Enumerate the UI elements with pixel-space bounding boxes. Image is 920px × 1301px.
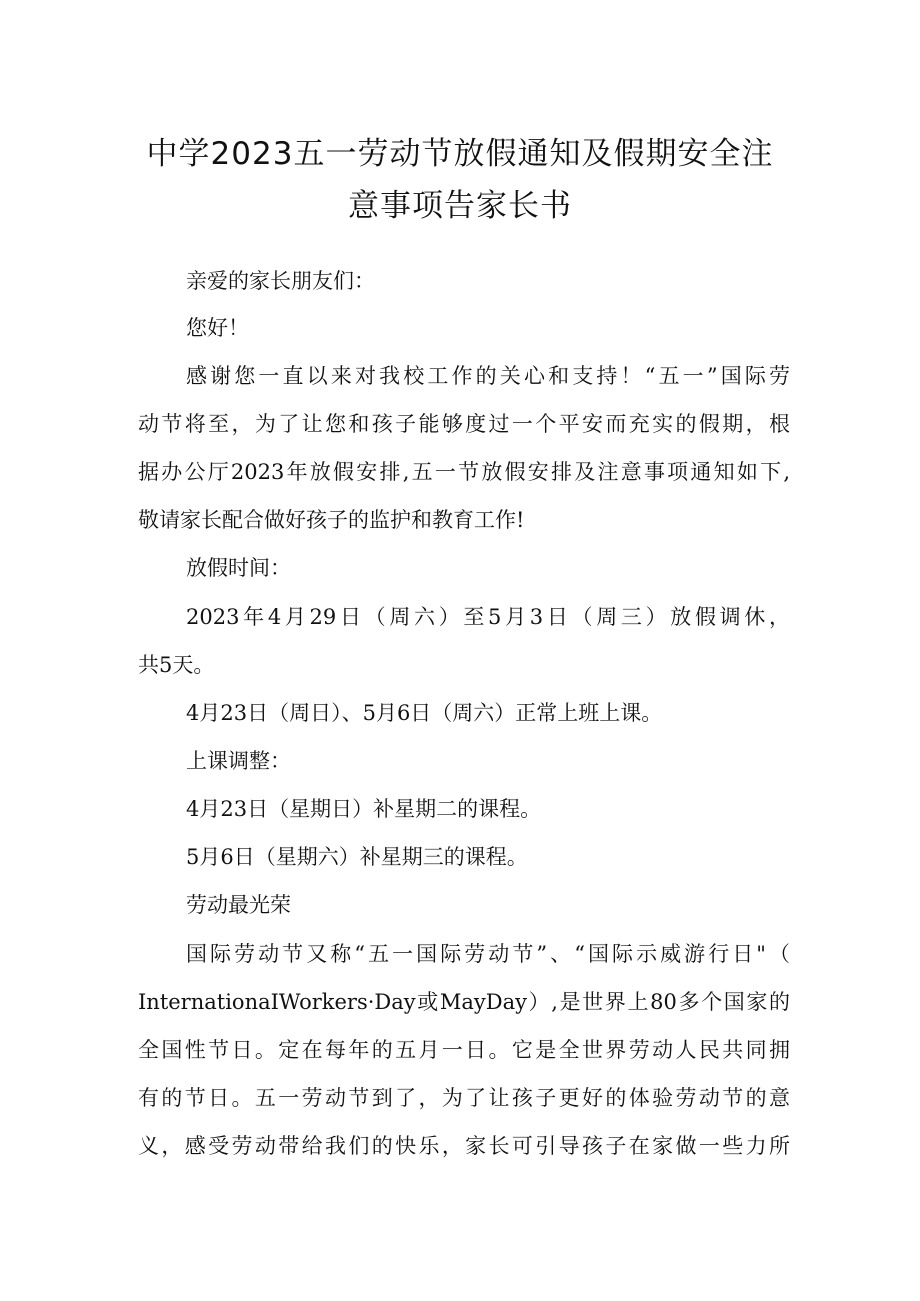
paragraph-line: 全国性节日。定在每年的五月一日。它是全世界劳动人民共同拥	[138, 1038, 790, 1062]
paragraph-line: 国际劳动节又称“五一国际劳动节”、“国际示威游行日"（	[186, 942, 790, 966]
greeting: 您好！	[186, 316, 249, 340]
paragraph-line: 义，感受劳动带给我们的快乐，家长可引导孩子在家做一些力所	[138, 1134, 790, 1158]
section-heading-labor-glory: 劳动最光荣	[186, 893, 291, 917]
document-title-line-1: 中学2023五一劳动节放假通知及假期安全注	[146, 136, 774, 172]
paragraph-line: 动节将至，为了让您和孩子能够度过一个平安而充实的假期，根	[138, 412, 790, 436]
section-heading-holiday-time: 放假时间：	[186, 556, 291, 580]
paragraph-line: 据办公厅2023年放假安排,五一节放假安排及注意事项通知如下,	[138, 460, 790, 484]
paragraph-line: 敬请家长配合做好孩子的监护和教育工作!	[138, 508, 525, 532]
section-heading-class-adjustment: 上课调整：	[186, 749, 291, 773]
paragraph-line: 共5天。	[138, 653, 215, 677]
paragraph-line: 有的节日。五一劳动节到了，为了让孩子更好的体验劳动节的意	[138, 1086, 790, 1110]
paragraph-line: 感谢您一直以来对我校工作的关心和支持！“五一”国际劳	[186, 364, 790, 388]
paragraph-line: 5月6日（星期六）补星期三的课程。	[186, 845, 528, 869]
paragraph-line: InternationaIWorkers·Day或MayDay）,是世界上80多个国家的	[138, 990, 790, 1014]
paragraph-line: 4月23日（星期日）补星期二的课程。	[186, 797, 542, 821]
paragraph-line: 4月23日（周日）、5月6日（周六）正常上班上课。	[186, 701, 663, 725]
paragraph-line: 2023年4月29日（周六）至5月3日（周三）放假调休，	[186, 605, 790, 629]
salutation: 亲爱的家长朋友们：	[186, 269, 375, 293]
document-title-line-2: 意事项告家长书	[348, 188, 572, 224]
